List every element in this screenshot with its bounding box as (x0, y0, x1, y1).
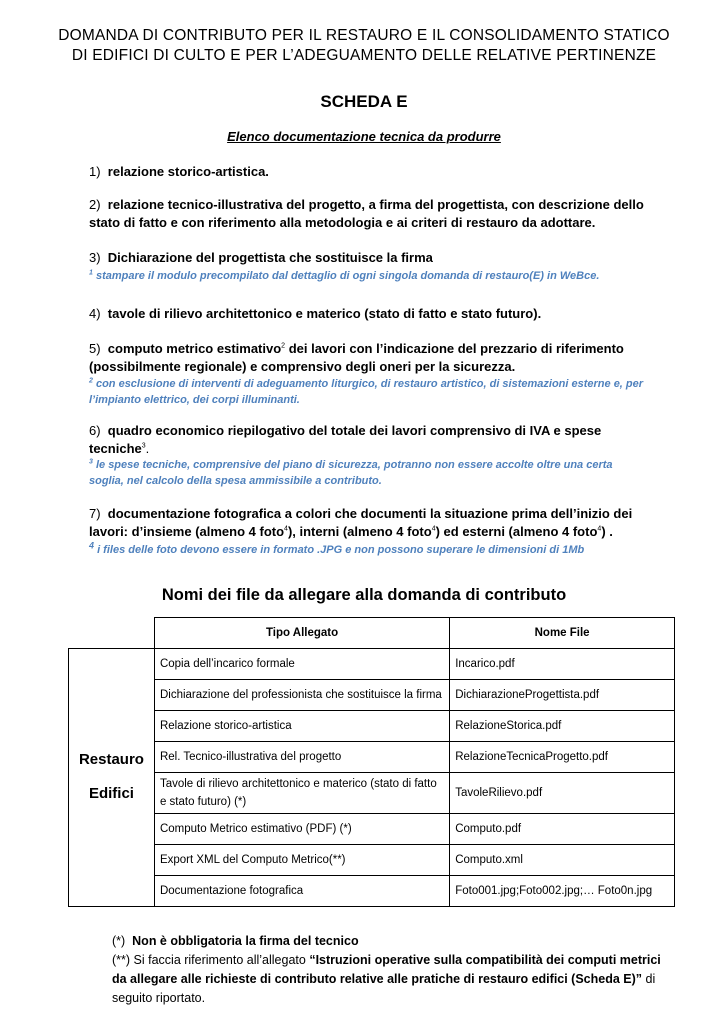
table-row (69, 772, 675, 813)
cell-file: Computo.xml (450, 844, 675, 875)
item-text: Dichiarazione del progettista che sostituisce la firma (107, 250, 433, 265)
column-header-tipo: Tipo Allegato (154, 618, 449, 649)
item-number: 3) (89, 250, 101, 265)
footnote-ref: 4 (597, 525, 602, 533)
list-item (89, 163, 649, 181)
list-item (89, 340, 649, 376)
footer-note-text: Non è obbligatoria la firma del tecnico (132, 934, 359, 948)
footnote-text: le spese tecniche, comprensive del piano di sicurezza, potranno non essere accolte oltre una certa soglia, nel calcolo della spesa ammissibile a contributo. (89, 459, 613, 487)
attachments-section-title: Nomi dei file da allegare alla domanda di contributo (161, 586, 567, 604)
item-text: relazione storico-artistica. (107, 164, 269, 179)
footnote-1 (89, 268, 649, 284)
footnote-mark: 1 (89, 269, 93, 277)
table-row (69, 648, 675, 679)
footer-note-bold: “Istruzioni operative sulla compatibilità dei computi metrici da allegare alle richieste di contributo relative alle pratiche di restauro edifici (Scheda E)” (112, 953, 661, 986)
footnote-ref: 4 (284, 525, 288, 533)
table-row (69, 679, 675, 710)
list-item (89, 422, 649, 458)
footnote-2 (89, 376, 649, 408)
footer-note-end: di seguito riportato. (112, 972, 656, 1005)
item-text: tavole di rilievo architettonico e materico (stato di fatto e stato futuro). (107, 306, 542, 321)
item-number: 7) (89, 506, 101, 521)
list-item (89, 305, 649, 323)
table-header-row (69, 618, 675, 649)
cell-tipo: Copia dell’incarico formale (154, 648, 449, 679)
group-label-line-1: Restauro (78, 751, 144, 768)
cell-tipo: Rel. Tecnico-illustrativa del progetto (154, 741, 449, 772)
section-subtitle: Elenco documentazione tecnica da produrre (227, 129, 501, 144)
list-item (89, 249, 649, 267)
cell-file: TavoleRilievo.pdf (450, 772, 675, 813)
item-text-cont: ), interni (almeno 4 foto (287, 524, 432, 539)
item-text: documentazione fotografica a colori che documenti la situazione prima dell’inizio dei lavori: d’insieme (almeno 4 foto (89, 506, 633, 539)
table-row (69, 710, 675, 741)
item-text-cont: . (145, 441, 150, 456)
cell-tipo: Export XML del Computo Metrico(**) (154, 844, 449, 875)
footnote-mark: 2 (89, 377, 93, 385)
header-line-2: DI EDIFICI DI CULTO E PER L’ADEGUAMENTO DELLE RELATIVE PERTINENZE (71, 47, 657, 64)
attachments-table (68, 617, 675, 907)
footer-note-2 (112, 951, 672, 1008)
table-row (69, 813, 675, 844)
footnote-text: stampare il modulo precompilato dal dettaglio di ogni singola domanda di restauro(E) in WeBce. (92, 270, 600, 282)
table-row (69, 875, 675, 906)
footer-note-lead: (**) Si faccia riferimento all’allegato (112, 953, 310, 967)
item-number: 5) (89, 341, 101, 356)
item-text: relazione tecnico-illustrativa del progetto, a firma del progettista, con descrizione dello stato di fatto e con riferimento alla metodologia e ai criteri di restauro da adottare. (89, 197, 644, 230)
footer-note-mark: (*) (112, 934, 126, 948)
cell-file: Incarico.pdf (450, 648, 675, 679)
item-text-cont: ) ed esterni (almeno 4 foto (435, 524, 598, 539)
footnote-mark: 3 (89, 458, 93, 466)
cell-tipo: Tavole di rilievo architettonico e materico (stato di fatto e stato futuro) (*) (154, 772, 449, 813)
item-number: 4) (89, 306, 101, 321)
cell-tipo: Dichiarazione del professionista che sostituisce la firma (154, 679, 449, 710)
item-text-cont: ) . (601, 524, 613, 539)
list-item (89, 196, 649, 232)
item-text: computo metrico estimativo (107, 341, 282, 356)
column-header-file: Nome File (450, 618, 675, 649)
cell-file: RelazioneTecnicaProgetto.pdf (450, 741, 675, 772)
table-row (69, 844, 675, 875)
footnote-ref: 2 (281, 342, 286, 350)
footer-note-1 (112, 932, 672, 951)
item-number: 2) (89, 197, 101, 212)
item-number: 1) (89, 164, 101, 179)
group-label-line-2: Edifici (88, 785, 134, 802)
item-text: quadro economico riepilogativo del totale dei lavori comprensivo di IVA e spese tecniche (89, 423, 602, 456)
footnote-mark: 4 (89, 540, 95, 551)
cell-tipo: Computo Metrico estimativo (PDF) (*) (154, 813, 449, 844)
scheda-title: SCHEDA E (320, 92, 408, 111)
item-text-cont: dei lavori con l’indicazione del prezzario di riferimento (possibilmente regionale) e comprensivo degli oneri per la sicurezza. (89, 341, 624, 374)
footnote-4 (89, 542, 649, 558)
cell-tipo: Documentazione fotografica (154, 875, 449, 906)
table-corner-blank (69, 618, 155, 649)
table-row (69, 741, 675, 772)
group-label (69, 648, 155, 906)
cell-file: Computo.pdf (450, 813, 675, 844)
footnote-ref: 3 (141, 442, 146, 450)
cell-file: DichiarazioneProgettista.pdf (450, 679, 675, 710)
footnote-3 (89, 457, 649, 489)
footnote-text: con esclusione di interventi di adeguamento liturgico, di restauro artistico, di sistemazioni esterne e, per l’impianto elettrico, dei corpi illuminanti. (89, 378, 644, 406)
footnote-ref: 4 (431, 525, 436, 533)
cell-file: Foto001.jpg;Foto002.jpg;… Foto0n.jpg (450, 875, 675, 906)
footnote-text: i files delle foto devono essere in formato .JPG e non possono superare le dimensioni di 1Mb (94, 544, 585, 556)
list-item (89, 505, 649, 541)
item-number: 6) (89, 423, 101, 438)
cell-tipo: Relazione storico-artistica (154, 710, 449, 741)
header-line-1: DOMANDA DI CONTRIBUTO PER IL RESTAURO E IL CONSOLIDAMENTO STATICO (58, 27, 670, 44)
cell-file: RelazioneStorica.pdf (450, 710, 675, 741)
